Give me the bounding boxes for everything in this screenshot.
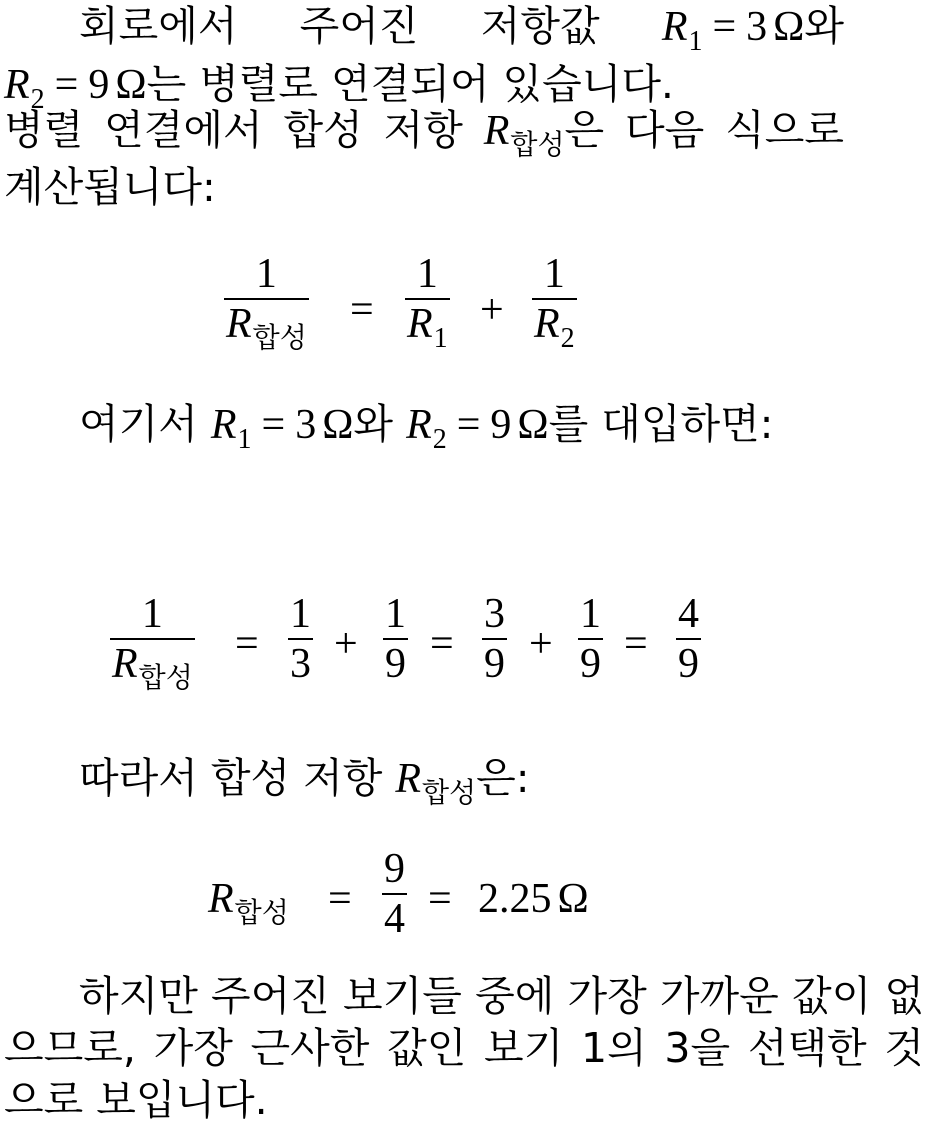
formula-intro-text-2: 은 다음 식으로 계산됩니다: [4, 106, 844, 211]
denominator: 9 [678, 641, 699, 687]
r-total-subscript: 합성 [510, 128, 565, 161]
equals-sign: = [328, 876, 352, 922]
fraction-4-9 [676, 590, 701, 688]
equals-sign: = [261, 402, 286, 448]
equals-sign: = [54, 62, 79, 108]
denominator [532, 300, 577, 353]
r2-value: 9 [490, 402, 512, 448]
equals-sign: = [456, 402, 481, 448]
fraction-1-over-r2 [532, 250, 577, 353]
r1-symbol: R [661, 4, 688, 50]
r2-expression [4, 62, 147, 115]
r1-subscript: 1 [688, 26, 703, 57]
ohm-symbol: Ω [557, 876, 589, 922]
r-total-subscript: 합성 [138, 661, 193, 694]
fraction-1-3 [288, 590, 313, 688]
r1-value: 3 [295, 402, 317, 448]
paragraph-parallel-formula-intro [4, 104, 844, 213]
r-total-symbol: R [483, 108, 510, 154]
result-intro-text-2: 은: [476, 754, 530, 802]
r-total-expression [483, 108, 565, 161]
substitution-text-2: 와 [353, 400, 407, 448]
r-total-subscript: 합성 [234, 896, 289, 929]
substitution-text-3: 를 대입하면: [548, 400, 774, 448]
fraction-lhs [224, 250, 309, 352]
r2-subscript: 2 [560, 323, 575, 354]
numerator: 1 [580, 591, 601, 637]
numerator: 4 [678, 591, 699, 637]
r-total-symbol: R [208, 876, 234, 922]
r1-symbol: R [210, 402, 237, 448]
equation-result [0, 845, 930, 955]
numerator: 1 [255, 251, 277, 297]
result-intro-text-1: 따라서 합성 저항 [79, 754, 396, 802]
r2-symbol: R [4, 62, 30, 108]
result-value: 2.25 [478, 876, 552, 922]
fraction-3-9 [482, 590, 507, 688]
intro-text-1: 회로에서 주어진 저항값 [79, 2, 662, 50]
r1-value: 3 [746, 4, 768, 50]
r1-subscript: 1 [433, 323, 448, 354]
numerator: 1 [416, 251, 438, 297]
r-total-expression [208, 875, 289, 927]
denominator [110, 640, 195, 692]
numerator: 9 [384, 846, 405, 892]
paragraph-substitution [4, 398, 844, 456]
fraction-1-9-b [578, 590, 603, 688]
denominator: 9 [385, 641, 406, 687]
plus-sign: + [334, 621, 358, 667]
paragraph-intro [4, 0, 844, 116]
r2-subscript: 2 [432, 424, 447, 455]
denominator: 3 [290, 641, 311, 687]
r1-expression [210, 402, 354, 455]
equation-substitution [0, 590, 930, 710]
intro-text-2: 와 [804, 2, 844, 50]
r2-expression [406, 402, 549, 455]
r-total-symbol: R [226, 301, 252, 347]
numerator: 1 [543, 251, 565, 297]
equals-sign: = [624, 621, 648, 667]
paragraph-result-intro [4, 752, 844, 809]
ohm-symbol: Ω [115, 62, 147, 108]
ohm-symbol: Ω [322, 402, 354, 448]
result-value-expression [478, 875, 589, 923]
intro-text-3: 는 병렬로 연결되어 있습니다. [146, 60, 674, 108]
r-total-subscript: 합성 [252, 321, 307, 354]
equals-sign: = [235, 621, 259, 667]
equals-sign: = [350, 287, 374, 333]
substitution-text-1: 여기서 [79, 400, 211, 448]
r1-subscript: 1 [237, 424, 252, 455]
r2-value: 9 [88, 62, 110, 108]
numerator: 3 [484, 591, 505, 637]
denominator [405, 300, 450, 353]
fraction-1-over-r1 [405, 250, 450, 353]
ohm-symbol: Ω [517, 402, 549, 448]
r-total-symbol: R [112, 641, 138, 687]
plus-sign: + [529, 621, 553, 667]
r-total-subscript: 합성 [422, 776, 477, 809]
formula-intro-text-1: 병렬 연결에서 합성 저항 [4, 106, 484, 154]
paragraph-conclusion: 하지만 주어진 보기들 중에 가장 가까운 값이 없으므로, 가장 근사한 값인 보기 1의 3을 선택한 것으로 보입니다. [4, 972, 924, 1124]
ohm-symbol: Ω [773, 4, 805, 50]
r2-symbol: R [534, 301, 560, 347]
r2-subscript: 2 [30, 84, 45, 115]
denominator: 9 [580, 641, 601, 687]
numerator: 1 [385, 591, 406, 637]
numerator: 1 [141, 591, 163, 637]
equation-parallel-formula [0, 250, 930, 380]
fraction-lhs [110, 590, 195, 692]
fraction-9-4 [382, 845, 407, 943]
r-total-symbol: R [395, 756, 421, 802]
numerator: 1 [290, 591, 311, 637]
denominator: 4 [384, 896, 405, 942]
denominator: 9 [484, 641, 505, 687]
plus-sign: + [480, 287, 504, 333]
r2-symbol: R [406, 402, 432, 448]
r1-symbol: R [407, 301, 433, 347]
r-total-expression [395, 756, 477, 809]
fraction-1-9 [383, 590, 408, 688]
equals-sign: = [712, 4, 737, 50]
denominator [224, 300, 309, 352]
r1-expression [661, 4, 805, 57]
equals-sign: = [430, 621, 454, 667]
equals-sign: = [428, 876, 452, 922]
